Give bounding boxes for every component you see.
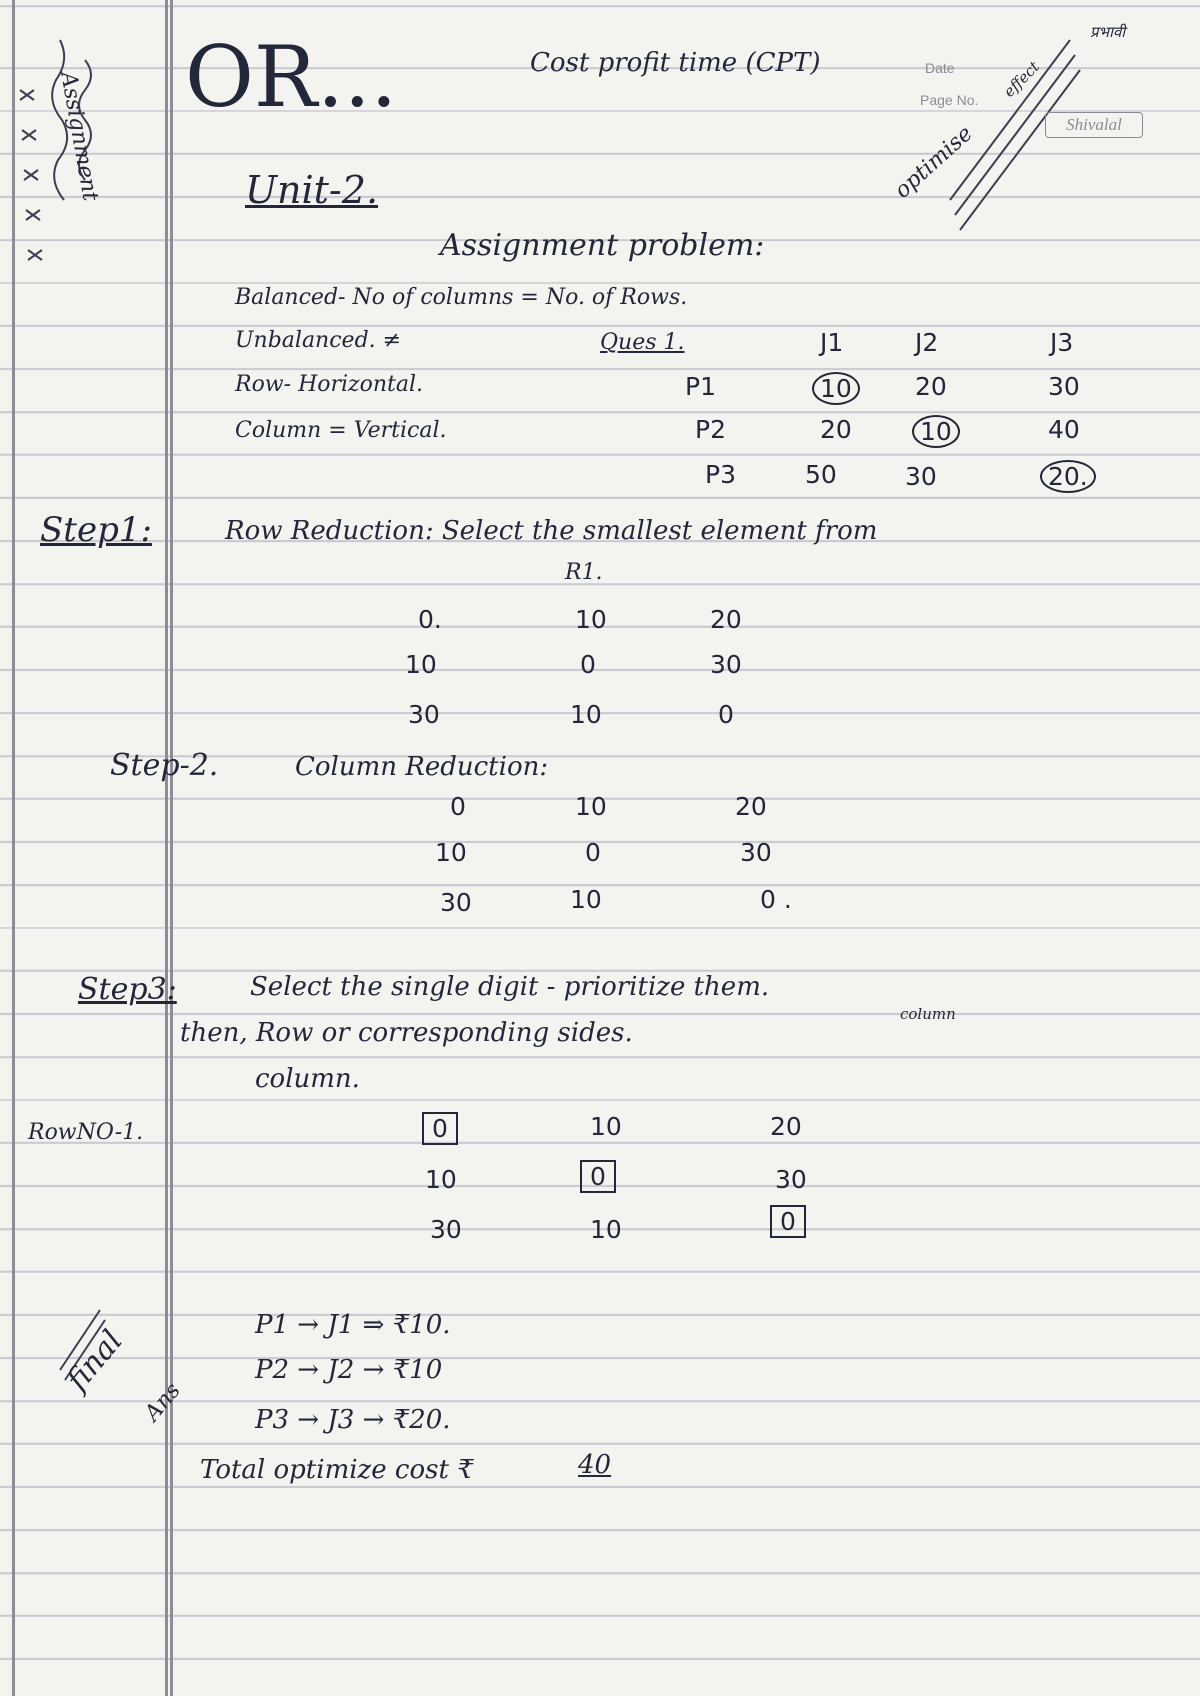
unit-heading: Unit-2. [245,168,379,212]
step2-cell-2-0: 30 [440,888,472,917]
cell-p3-j3: 20. [1040,460,1096,493]
hindi-note: प्रभावी [1090,23,1126,41]
final-label: final [60,1323,130,1398]
assignment-margin-note: Assignment [55,70,103,204]
step3-label: Step3: [78,972,177,1007]
step1-r1: R1. [565,560,603,585]
date-label: Date [925,60,955,76]
step1-cell-1-0: 10 [405,650,437,679]
step3-cell-1-0: 10 [425,1165,457,1194]
cell-p1-j2: 20 [915,372,947,401]
def-row: Row- Horizontal. [235,372,424,397]
step2-text: Column Reduction: [295,752,549,782]
step2-cell-0-2: 20 [735,792,767,821]
col-header-j3: J3 [1050,328,1074,357]
final-line-1: P1 → J1 ⇒ ₹10. [255,1310,451,1340]
step3-line1: Select the single digit - prioritize them. [250,972,770,1002]
row-name-p3: P3 [705,460,736,489]
step2-cell-2-1: 10 [570,885,602,914]
step1-cell-1-2: 30 [710,650,742,679]
step3-cell-0-1: 10 [590,1112,622,1141]
step3-cell-0-0: 0 [422,1112,458,1145]
step3-cell-2-0: 30 [430,1215,462,1244]
cell-p2-j1: 20 [820,415,852,444]
final-line-2: P2 → J2 → ₹10 [255,1355,443,1385]
step2-cell-1-0: 10 [435,838,467,867]
step3-column-note: column [900,1005,956,1023]
step1-cell-0-2: 20 [710,605,742,634]
step2-cell-1-1: 0 [585,838,601,867]
cell-p3-j1: 50 [805,460,837,489]
final-line-3: P3 → J3 → ₹20. [255,1405,451,1435]
or-title: OR... [185,28,398,126]
step2-cell-0-1: 10 [575,792,607,821]
step3-line3: column. [255,1064,360,1094]
cell-p1-j1: 10 [812,372,860,405]
step2-label: Step-2. [110,748,219,783]
effect-note: effect [1000,57,1044,101]
row-name-p2: P2 [695,415,726,444]
def-unbalanced: Unbalanced. ≠ [235,328,402,353]
cell-p2-j2: 10 [912,415,960,448]
step1-cell-2-0: 30 [408,700,440,729]
step1-label: Step1: [40,510,152,550]
col-header-j1: J1 [820,328,844,357]
def-balanced: Balanced- No of columns = No. of Rows. [235,285,688,310]
step2-cell-1-2: 30 [740,838,772,867]
subject-title: Cost profit time (CPT) [530,48,821,78]
step3-cell-1-1: 0 [580,1160,616,1193]
optimise-note: optimise [890,121,978,204]
question-label: Ques 1. [600,330,685,355]
step3-cell-2-1: 10 [590,1215,622,1244]
col-header-j2: J2 [915,328,939,357]
row-name-p1: P1 [685,372,716,401]
step3-line2: then, Row or corresponding sides. [180,1018,633,1048]
step1-cell-1-1: 0 [580,650,596,679]
step3-cell-1-2: 30 [775,1165,807,1194]
step1-cell-0-1: 10 [575,605,607,634]
cell-p1-j3: 30 [1048,372,1080,401]
total-cost-label: Total optimize cost ₹ [200,1455,474,1485]
step1-text: Row Reduction: Select the smallest element from [225,516,878,546]
step2-cell-2-2: 0 . [760,885,792,914]
def-column: Column = Vertical. [235,418,447,443]
step1-cell-2-1: 10 [570,700,602,729]
step1-cell-0-0: 0. [418,605,442,634]
page-number-label: Page No. [920,92,979,108]
cell-p2-j3: 40 [1048,415,1080,444]
step1-cell-2-2: 0 [718,700,734,729]
step3-cell-0-2: 20 [770,1112,802,1141]
step3-row-no: RowNO-1. [28,1120,144,1145]
topic-heading: Assignment problem: [440,228,765,263]
cell-p3-j2: 30 [905,462,937,491]
total-cost-value: 40 [578,1450,612,1480]
step3-cell-2-2: 0 [770,1205,806,1238]
ans-label: Ans [140,1378,186,1427]
brand-logo: Shivalal [1045,112,1143,138]
step2-cell-0-0: 0 [450,792,466,821]
